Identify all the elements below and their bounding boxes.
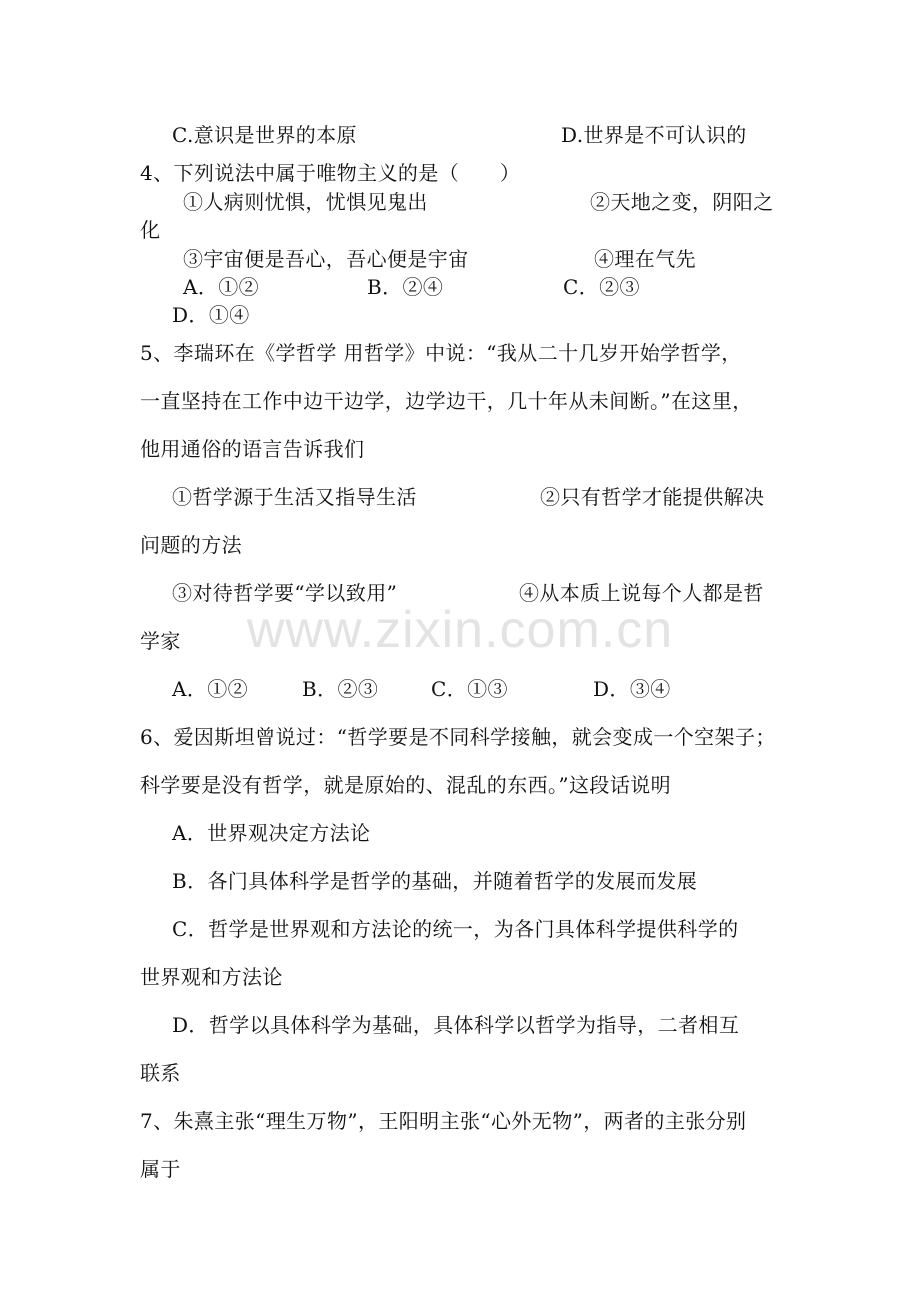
- q5-option-d: D．③④: [593, 677, 671, 701]
- q6-option-c: C．哲学是世界观和方法论的统一，为各门具体科学提供科学的: [172, 917, 739, 941]
- q7-stem-line-1: 7、朱熹主张“理生万物”，王阳明主张“心外无物”，两者的主张分别: [140, 1109, 747, 1133]
- q5-stem-line-3: 他用通俗的语言告诉我们: [140, 437, 365, 461]
- q4-item-4: ④理在气先: [594, 247, 696, 271]
- q4-option-a: A．①②: [183, 275, 260, 299]
- q6-option-a: A．世界观决定方法论: [172, 821, 371, 845]
- q5-option-c: C．①③: [431, 677, 508, 701]
- q5-stem-line-1: 5、李瑞环在《学哲学 用哲学》中说：“我从二十几岁开始学哲学，: [140, 341, 742, 365]
- q4-item-2: ②天地之变，阴阳之: [590, 190, 774, 214]
- q4-option-d: D．①④: [172, 303, 250, 327]
- q5-stem-line-2: 一直坚持在工作中边干边学，边学边干，几十年从未间断。”在这里，: [140, 389, 753, 413]
- q5-item-1: ①哲学源于生活又指导生活: [172, 485, 417, 509]
- q4-stem: 4、下列说法中属于唯物主义的是（ ）: [140, 161, 521, 185]
- q5-item-4: ④从本质上说每个人都是哲: [519, 581, 764, 605]
- q6-option-c-continued: 世界观和方法论: [140, 965, 283, 989]
- q5-item-2: ②只有哲学才能提供解决: [540, 485, 765, 509]
- q5-item-3: ③对待哲学要“学以致用”: [172, 581, 398, 605]
- q5-item-2-continued: 问题的方法: [140, 533, 242, 557]
- q3-option-c: C.意识是世界的本原: [172, 123, 357, 147]
- q6-stem-line-1: 6、爱因斯坦曾说过：“哲学要是不同科学接触，就会变成一个空架子；: [140, 725, 776, 749]
- q4-item-2-continued: 化: [140, 218, 161, 242]
- q6-option-b: B．各门具体科学是哲学的基础，并随着哲学的发展而发展: [172, 869, 698, 893]
- q5-option-b: B．②③: [302, 677, 379, 701]
- q4-item-1: ①人病则忧惧，忧惧见鬼出: [183, 190, 428, 214]
- q6-option-d-continued: 联系: [140, 1061, 181, 1085]
- q6-option-d: D．哲学以具体科学为基础，具体科学以哲学为指导，二者相互: [172, 1013, 740, 1037]
- q4-option-b: B．②④: [367, 275, 444, 299]
- q6-stem-line-2: 科学要是没有哲学，就是原始的、混乱的东西。”这段话说明: [140, 773, 672, 797]
- q3-option-d: D.世界是不可认识的: [561, 123, 747, 147]
- q5-item-4-continued: 学家: [140, 629, 181, 653]
- q7-stem-line-2: 属于: [140, 1157, 181, 1181]
- q4-item-3: ③宇宙便是吾心，吾心便是宇宙: [183, 247, 469, 271]
- q4-option-c: C．②③: [563, 275, 640, 299]
- q5-option-a: A．①②: [172, 677, 249, 701]
- watermark: www.zixin.com.cn: [246, 601, 674, 659]
